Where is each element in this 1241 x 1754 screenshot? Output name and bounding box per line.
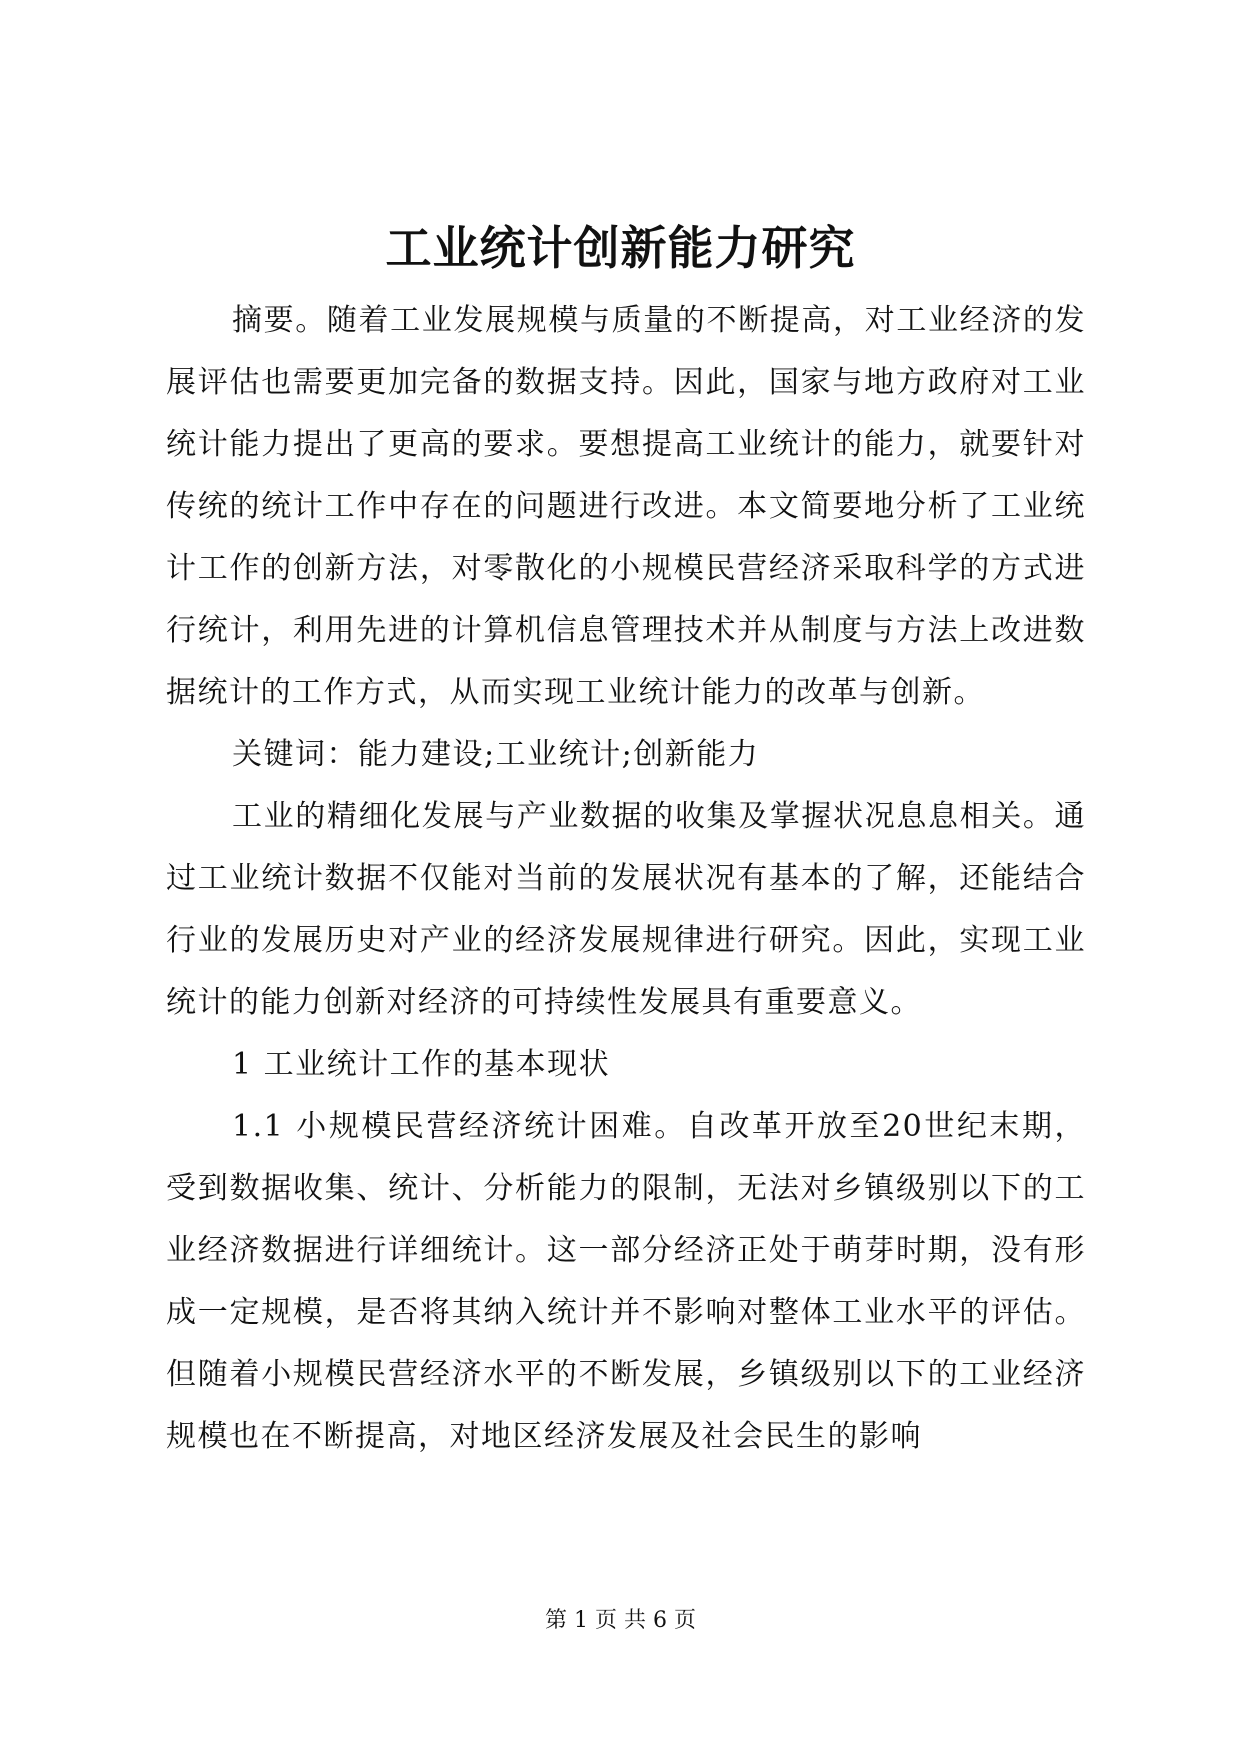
document-body [166,290,1086,1468]
intro-paragraph: 工业的精细化发展与产业数据的收集及掌握状况息息相关。通过工业统计数据不仅能对当前的发展状况有基本的了解，还能结合行业的发展历史对产业的经济发展规律进行研究。因此，实现工业统计的能力创新对经济的可持续性发展具有重要意义。 [166,799,1086,1020]
page-footer: 第 1 页 共 6 页 [545,1608,696,1633]
subsection-paragraph-1-1: 1.1 小规模民营经济统计困难。自改革开放至20世纪末期，受到数据收集、统计、分析能力的限制，无法对乡镇级别以下的工业经济数据进行详细统计。这一部分经济正处于萌芽时期，没有形成一定规模，是否将其纳入统计并不影响对整体工业水平的评估。但随着小规模民营经济水平的不断发展，乡镇级别以下的工业经济规模也在不断提高，对地区经济发展及社会民生的影响 [166,1109,1086,1454]
abstract-paragraph: 摘要。随着工业发展规模与质量的不断提高，对工业经济的发展评估也需要更加完备的数据支持。因此，国家与地方政府对工业统计能力提出了更高的要求。要想提高工业统计的能力，就要针对传统的统计工作中存在的问题进行改进。本文简要地分析了工业统计工作的创新方法，对零散化的小规模民营经济采取科学的方式进行统计，利用先进的计算机信息管理技术并从制度与方法上改进数据统计的工作方式，从而实现工业统计能力的改革与创新。 [166,303,1086,710]
keywords-paragraph: 关键词：能力建设;工业统计;创新能力 [232,737,760,772]
document-title: 工业统计创新能力研究 [385,221,856,275]
section-heading-1: 1 工业统计工作的基本现状 [232,1047,611,1082]
